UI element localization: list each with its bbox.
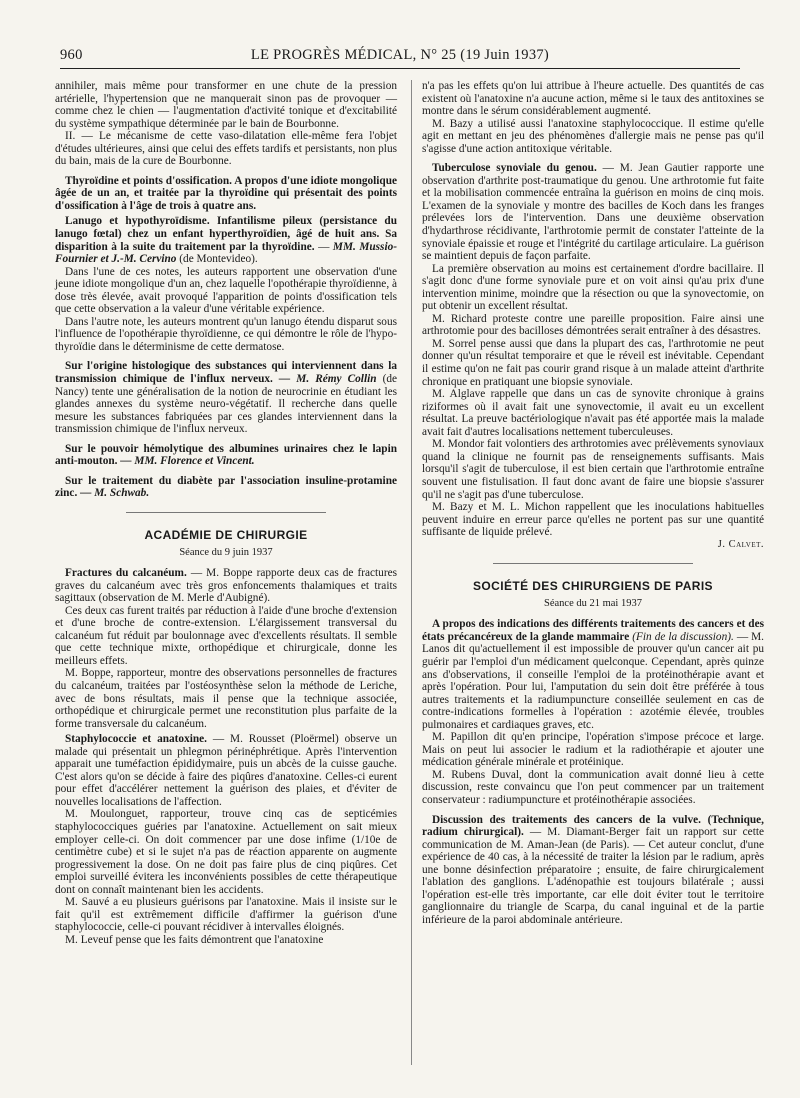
article-title: A propos des indications des différents traitements des cancers et des états précancéreux de la glande mammaire (Fin de la discussion). — M. Lanos dit qu'actuellement il est impossible de prouver qu'un cancer ait pu guérir par l'emploi d'un médicament quelconque. Cependant, après quinze ans d'observations, il conseille l'emploi de la protéinothérapie avant et après l'opération. Pour lui, l'amputation du sein doit être préférée à tous autres traitements et la radiumpuncture conseillée seulement en cas de contre-indications formelles à l'opération : azotémie élevée, troubles pulmonaires et cardiaques graves, etc. <box>422 618 764 731</box>
paragraph: La première observation au moins est certainement d'ordre bacillaire. Il s'agit donc d'une forme synoviale pure et on voit ainsi qu'au prix d'une intervention minime, moindre que la résection ou que la synovectomie, on put obtenir un excellent résultat. <box>422 262 764 313</box>
column-divider <box>411 80 412 1065</box>
seance-date: Séance du 9 juin 1937 <box>179 546 273 558</box>
header-rule <box>60 68 740 69</box>
paragraph: M. Sauvé a eu plusieurs guérisons par l'anatoxine. Mais il insiste sur le fait qu'il est extrêmement difficile d'affirmer la guérison d'une staphylococcie, celle-ci pouvant récidiver à intervalles éloignés. <box>55 896 397 934</box>
right-column <box>422 80 764 926</box>
article-title: Lanugo et hypothyroïdisme. Infantilisme pileux (persistance du lanugo fœtal) chez un enfant hyperthyroïdien, âgé de huit ans. Sa disparition à la suite du traitement par la thyroïdine. — MM. Mussio-Fournier et J.-M. Cervino (de Montevideo). <box>55 215 397 266</box>
article-title: Discussion des traitements des cancers de la vulve. (Technique, radium chirurgical). — M. Diamant-Berger fait un rapport sur cette communication de M. Aman-Jean (de Paris). — Cet auteur conclut, d'une expérience de 40 cas, à la nécessité de traiter la lésion par le radium, après une bonne désinfection préparatoire ; ensuite, de faire chirurgicalement l'ablation des ganglions. L'adénopathie est toujours bilatérale ; aussi l'opération est-elle très importante, car elle doit éviter tout le territoire ganglionnaire du triangle de Scarpa, du canal inguinal et de la partie inférieure de la paroi abdominale antérieure. <box>422 813 764 926</box>
signature: J. Calvet. <box>717 538 764 550</box>
section-divider <box>493 563 693 564</box>
left-column <box>55 80 397 946</box>
journal-title: LE PROGRÈS MÉDICAL, N° 25 (19 Juin 1937) <box>250 47 550 63</box>
paragraph: M. Boppe, rapporteur, montre des observations personnelles de fractures du calcanéum, traitées par l'ostéosynthèse selon la méthode de Leriche, avec de bons résultats, mais il pense que la technique associée, orthopédique et chirurgicale permet une reconstitution plus parfaite de la forme transversale du calcanéum. <box>55 667 397 730</box>
section-divider <box>126 512 326 513</box>
paragraph: Dans l'une de ces notes, les auteurs rapportent une observation d'une jeune idiote mongolique d'un an, chez laquelle l'opothérapie thyroïdienne, à dose très élevée, avait provoqué l'apparition de points d'ossification tels que cette observation a la valeur d'une véritable expérience. <box>55 265 397 316</box>
article-title: Sur l'origine histologique des substances qui interviennent dans la transmission chimique de l'influx nerveux. — M. Rémy Collin (de Nancy) tente une généralisation de la notion de neurocrinie en étudiant les glandes annexes du système neuro-végétatif. Il recherche dans quelle mesure les substances fabriquées par ces glandes interviennent dans la transmission chimique de l'influx nerveux. <box>55 360 397 436</box>
section-heading: SOCIÉTÉ DES CHIRURGIENS DE PARIS <box>473 579 713 594</box>
paragraph: M. Sorrel pense aussi que dans la plupart des cas, l'arthrotomie ne peut donner qu'un résultat temporaire et que le réveil est inévitable. Cependant il estime qu'on ne fait pas courir grand risque à un malade atteint d'arthrite chronique en pratiquant une biopsie synoviale. <box>422 337 764 388</box>
paragraph: n'a pas les effets qu'on lui attribue à l'heure actuelle. Des quantités de cas existent où l'anatoxine n'a aucune action, même si le taux des antitoxines se montre dans le sérum considérablement augmenté. <box>422 80 764 118</box>
page-number: 960 <box>60 47 83 63</box>
paragraph: M. Papillon dit qu'en principe, l'opération s'impose précoce et large. Mais on peut lui associer le radium et la radiothérapie et ajouter une médication générale minérale et protéinique. <box>422 731 764 769</box>
paragraph: Dans l'autre note, les auteurs montrent qu'un lanugo étendu disparut sous l'influence de l'opothérapie thyroïdienne, ce qui démontre le rôle de l'hypo-thyroïdie dans le déterminisme de cette dermatose. <box>55 315 397 353</box>
article-title: Tuberculose synoviale du genou. — M. Jean Gautier rapporte une observation d'arthrite post-traumatique du genou. Une arthrotomie fut faite et la mobilisation commencée entraîna la guérison en moins de cinq mois. L'examen de la synoviale y montre des bacilles de Koch dans les franges prélevées lors de l'intervention. Dans une deuxième observation d'hydarthrose récidivante, l'arthrotomie permit de constater l'atteinte de la synoviale épaissie et rouge et l'intégrité du cartilage articulaire. La guérison se maintient depuis de façon parfaite. <box>422 162 765 263</box>
paragraph: M. Rubens Duval, dont la communication avait donné lieu à cette discussion, reste convaincu que l'on peut commencer par un traitement conservateur : radiumpuncture et protéinothérapie associées. <box>422 768 764 806</box>
paragraph: annihiler, mais même pour transformer en une chute de la pression artérielle, l'hypertension que ne manquerait sinon pas de provoquer — comme chez le chien — l'augmentation d'activité tonique et d'excitabilité du système sympathique déterminée par le bain de Bourbonne. <box>55 80 397 130</box>
paragraph: Ces deux cas furent traités par réduction à l'aide d'une broche d'extension et d'une broche de contre-extension. L'élargissement transversal du calcanéum fut réduit par boulonnage avec d'excellents résultats. Il semble que cette technique mixte, orthopédique et chirurgicale, donne les meilleurs effets. <box>55 604 397 667</box>
article-title: Sur le pouvoir hémolytique des albumines urinaires chez le lapin anti-mouton. — MM. Florence et Vincent. <box>55 442 397 468</box>
article-title: Thyroïdine et points d'ossification. A propos d'une idiote mongolique âgée de un an, et traitée par la thyroïdine qui présentait des points d'ossification à l'âge de trois à quatre ans. <box>55 174 397 212</box>
paragraph: II. — Le mécanisme de cette vaso-dilatation elle-même fera l'objet d'études ultérieures, ainsi que celui des effets tardifs et persistants, non plus du bain, mais de la cure de Bourbonne. <box>55 130 397 168</box>
paragraph: M. Bazy et M. L. Michon rappellent que les inoculations habituelles peuvent induire en erreur parce qu'elles ne portent pas sur une quantité suffisante de liquide prélevé. <box>422 501 764 539</box>
article-title: Sur le traitement du diabète par l'association insuline-protamine zinc. — M. Schwab. <box>55 474 397 500</box>
paragraph: M. Bazy a utilisé aussi l'anatoxine staphylococcique. Il estime qu'elle agit en mettant en jeu des phénomènes d'allergie mais ne pense pas qu'il s'agisse d'une action antitoxique véritable. <box>422 117 764 155</box>
page-header <box>60 47 740 67</box>
article-title: Fractures du calcanéum. — M. Boppe rapporte deux cas de fractures graves du calcanéum avec très gros enfoncements thalamiques et traits sagittaux (observation de M. Merle d'Aubigné). <box>55 567 397 605</box>
paragraph: M. Richard proteste contre une pareille proposition. Faire ainsi une arthrotomie pour des bacilloses démontrées serait entraîner à des désastres. <box>422 312 764 338</box>
article-title: Staphylococcie et anatoxine. — M. Rousset (Ploërmel) observe un malade qui présentait un phlegmon périnéphrétique. Après l'intervention apparait une tuméfaction épididymaire, puis un abcès de la cuisse gauche. C'est alors qu'on se décide à faire des piqûres d'anatoxine. Celles-ci eurent pour effet d'accélérer nettement la guérison des plaies, et d'éviter de nouvelles localisations de l'affection. <box>55 733 397 808</box>
paragraph: M. Leveuf pense que les faits démontrent que l'anatoxine <box>65 933 324 946</box>
paragraph: M. Alglave rappelle que dans un cas de synovite chronique à grains riziformes où il avait fait une synovectomie, il avait eu un excellent résultat. La preuve bactériologique n'avait pas été apportée mais la malade avait fait d'autres localisations nettement tuberculeuses. <box>422 388 764 438</box>
paragraph: M. Mondor fait volontiers des arthrotomies avec prélèvements synoviaux quand la clinique ne fournit pas de renseignements suffisants. Mais lorsqu'il s'agit de tuberculose, il est bien certain que l'arthrotomie entraîne souvent une fistulisation. Il faut donc avant de faire une biopsie s'assurer qu'il ne s'agit pas d'une tuberculose. <box>422 438 764 501</box>
seance-date: Séance du 21 mai 1937 <box>544 597 642 609</box>
section-heading: ACADÉMIE DE CHIRURGIE <box>144 527 308 542</box>
paragraph: M. Moulonguet, rapporteur, trouve cinq cas de septicémies staphylococciques guéries par l'anatoxine. Actuellement on sait mieux employer celle-ci. On doit commencer par une dose infime (1/10e de centimètre cube) et si le sujet n'a pas de réaction apparente on augmente progressivement la dose. On ne doit pas faire plus de cinq piqûres. Cet emploi surveillé évitera les inconvénients possibles de cette thérapeutique dont on connaît maintenant bien les accidents. <box>55 808 397 896</box>
